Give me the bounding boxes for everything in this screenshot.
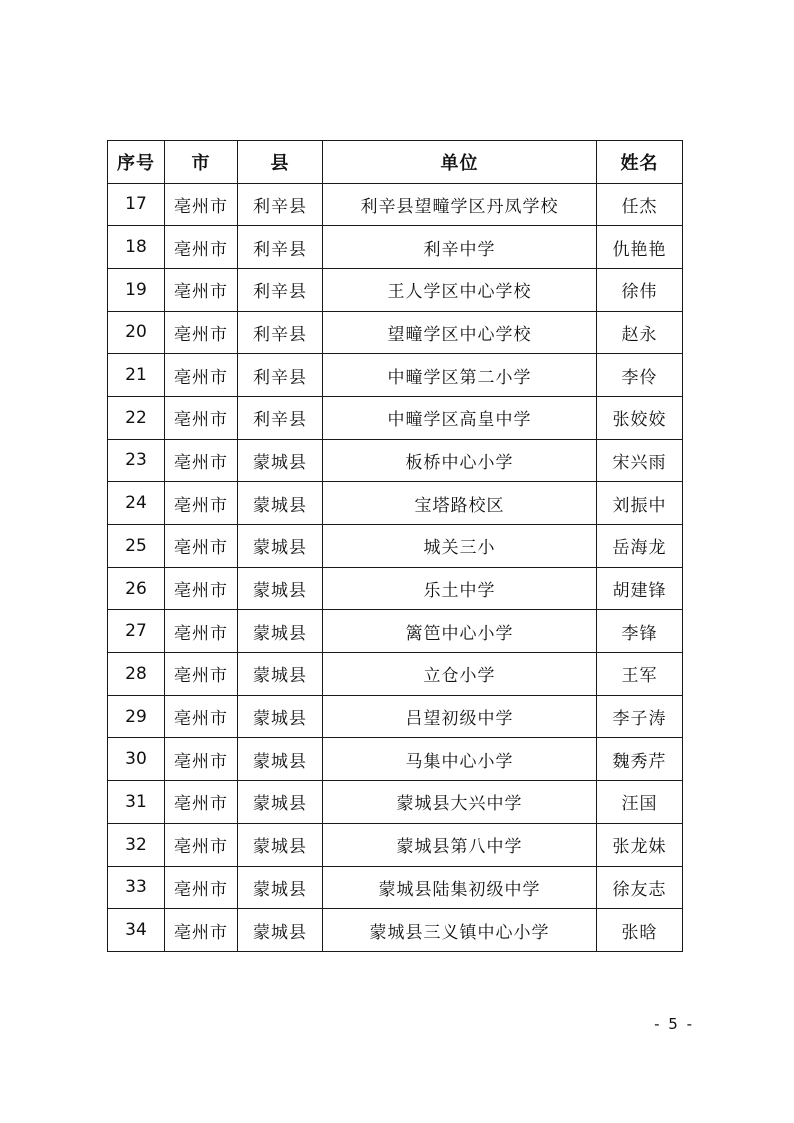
- cell-seq: 17: [108, 183, 165, 226]
- cell-seq: 25: [108, 525, 165, 568]
- cell-name: 岳海龙: [597, 525, 683, 568]
- cell-city: 亳州市: [165, 354, 238, 397]
- cell-seq: 31: [108, 781, 165, 824]
- table-row: [108, 354, 683, 397]
- cell-county: 利辛县: [238, 226, 323, 269]
- cell-county: 利辛县: [238, 183, 323, 226]
- cell-name: 汪国: [597, 781, 683, 824]
- cell-county: 蒙城县: [238, 567, 323, 610]
- cell-unit: 利辛县望疃学区丹凤学校: [323, 183, 597, 226]
- cell-name: 张晗: [597, 909, 683, 952]
- cell-city: 亳州市: [165, 482, 238, 525]
- roster-table: [107, 140, 683, 952]
- page-number: - 5 -: [654, 1015, 694, 1033]
- roster-body: [108, 183, 683, 951]
- cell-unit: 吕望初级中学: [323, 695, 597, 738]
- cell-city: 亳州市: [165, 268, 238, 311]
- cell-seq: 32: [108, 823, 165, 866]
- cell-name: 张姣姣: [597, 396, 683, 439]
- cell-county: 蒙城县: [238, 482, 323, 525]
- cell-city: 亳州市: [165, 226, 238, 269]
- cell-county: 蒙城县: [238, 781, 323, 824]
- cell-seq: 33: [108, 866, 165, 909]
- cell-seq: 24: [108, 482, 165, 525]
- cell-city: 亳州市: [165, 439, 238, 482]
- cell-name: 胡建锋: [597, 567, 683, 610]
- cell-city: 亳州市: [165, 183, 238, 226]
- table-header-row: [108, 141, 683, 184]
- header-city: 市: [165, 141, 238, 184]
- table-row: [108, 781, 683, 824]
- table-row: [108, 567, 683, 610]
- cell-unit: 中疃学区第二小学: [323, 354, 597, 397]
- table-row: [108, 396, 683, 439]
- cell-city: 亳州市: [165, 695, 238, 738]
- cell-city: 亳州市: [165, 396, 238, 439]
- cell-county: 蒙城县: [238, 823, 323, 866]
- cell-name: 宋兴雨: [597, 439, 683, 482]
- cell-name: 张龙妹: [597, 823, 683, 866]
- cell-city: 亳州市: [165, 610, 238, 653]
- cell-unit: 马集中心小学: [323, 738, 597, 781]
- cell-unit: 中疃学区高皇中学: [323, 396, 597, 439]
- table-row: [108, 268, 683, 311]
- cell-unit: 蒙城县第八中学: [323, 823, 597, 866]
- cell-county: 蒙城县: [238, 866, 323, 909]
- cell-city: 亳州市: [165, 823, 238, 866]
- table-row: [108, 738, 683, 781]
- cell-county: 蒙城县: [238, 525, 323, 568]
- cell-county: 蒙城县: [238, 610, 323, 653]
- cell-unit: 蒙城县陆集初级中学: [323, 866, 597, 909]
- cell-seq: 28: [108, 653, 165, 696]
- cell-city: 亳州市: [165, 909, 238, 952]
- cell-name: 任杰: [597, 183, 683, 226]
- cell-county: 利辛县: [238, 268, 323, 311]
- cell-city: 亳州市: [165, 781, 238, 824]
- cell-seq: 29: [108, 695, 165, 738]
- table-row: [108, 525, 683, 568]
- cell-city: 亳州市: [165, 311, 238, 354]
- table-row: [108, 183, 683, 226]
- table-row: [108, 311, 683, 354]
- cell-county: 蒙城县: [238, 439, 323, 482]
- cell-county: 蒙城县: [238, 695, 323, 738]
- cell-seq: 21: [108, 354, 165, 397]
- cell-seq: 23: [108, 439, 165, 482]
- header-county: 县: [238, 141, 323, 184]
- cell-unit: 蒙城县大兴中学: [323, 781, 597, 824]
- cell-city: 亳州市: [165, 738, 238, 781]
- cell-seq: 22: [108, 396, 165, 439]
- table-row: [108, 610, 683, 653]
- cell-unit: 利辛中学: [323, 226, 597, 269]
- table-row: [108, 226, 683, 269]
- header-seq: 序号: [108, 141, 165, 184]
- cell-unit: 篱笆中心小学: [323, 610, 597, 653]
- cell-name: 李锋: [597, 610, 683, 653]
- cell-name: 魏秀芹: [597, 738, 683, 781]
- cell-unit: 立仓小学: [323, 653, 597, 696]
- cell-unit: 乐土中学: [323, 567, 597, 610]
- cell-name: 赵永: [597, 311, 683, 354]
- cell-city: 亳州市: [165, 567, 238, 610]
- cell-unit: 板桥中心小学: [323, 439, 597, 482]
- header-name: 姓名: [597, 141, 683, 184]
- cell-name: 李子涛: [597, 695, 683, 738]
- cell-seq: 30: [108, 738, 165, 781]
- cell-name: 李伶: [597, 354, 683, 397]
- cell-county: 蒙城县: [238, 738, 323, 781]
- table-row: [108, 866, 683, 909]
- table-row: [108, 439, 683, 482]
- cell-city: 亳州市: [165, 866, 238, 909]
- cell-name: 王军: [597, 653, 683, 696]
- cell-unit: 望疃学区中心学校: [323, 311, 597, 354]
- cell-name: 徐友志: [597, 866, 683, 909]
- table-row: [108, 909, 683, 952]
- table-row: [108, 695, 683, 738]
- table-row: [108, 653, 683, 696]
- cell-county: 利辛县: [238, 354, 323, 397]
- table-row: [108, 482, 683, 525]
- cell-unit: 王人学区中心学校: [323, 268, 597, 311]
- table-row: [108, 823, 683, 866]
- cell-county: 蒙城县: [238, 653, 323, 696]
- cell-name: 仇艳艳: [597, 226, 683, 269]
- cell-name: 徐伟: [597, 268, 683, 311]
- cell-seq: 34: [108, 909, 165, 952]
- cell-seq: 26: [108, 567, 165, 610]
- cell-unit: 蒙城县三义镇中心小学: [323, 909, 597, 952]
- cell-name: 刘振中: [597, 482, 683, 525]
- cell-seq: 19: [108, 268, 165, 311]
- cell-county: 利辛县: [238, 396, 323, 439]
- cell-unit: 城关三小: [323, 525, 597, 568]
- cell-seq: 20: [108, 311, 165, 354]
- cell-city: 亳州市: [165, 653, 238, 696]
- cell-seq: 27: [108, 610, 165, 653]
- cell-county: 利辛县: [238, 311, 323, 354]
- cell-county: 蒙城县: [238, 909, 323, 952]
- cell-unit: 宝塔路校区: [323, 482, 597, 525]
- cell-city: 亳州市: [165, 525, 238, 568]
- cell-seq: 18: [108, 226, 165, 269]
- header-unit: 单位: [323, 141, 597, 184]
